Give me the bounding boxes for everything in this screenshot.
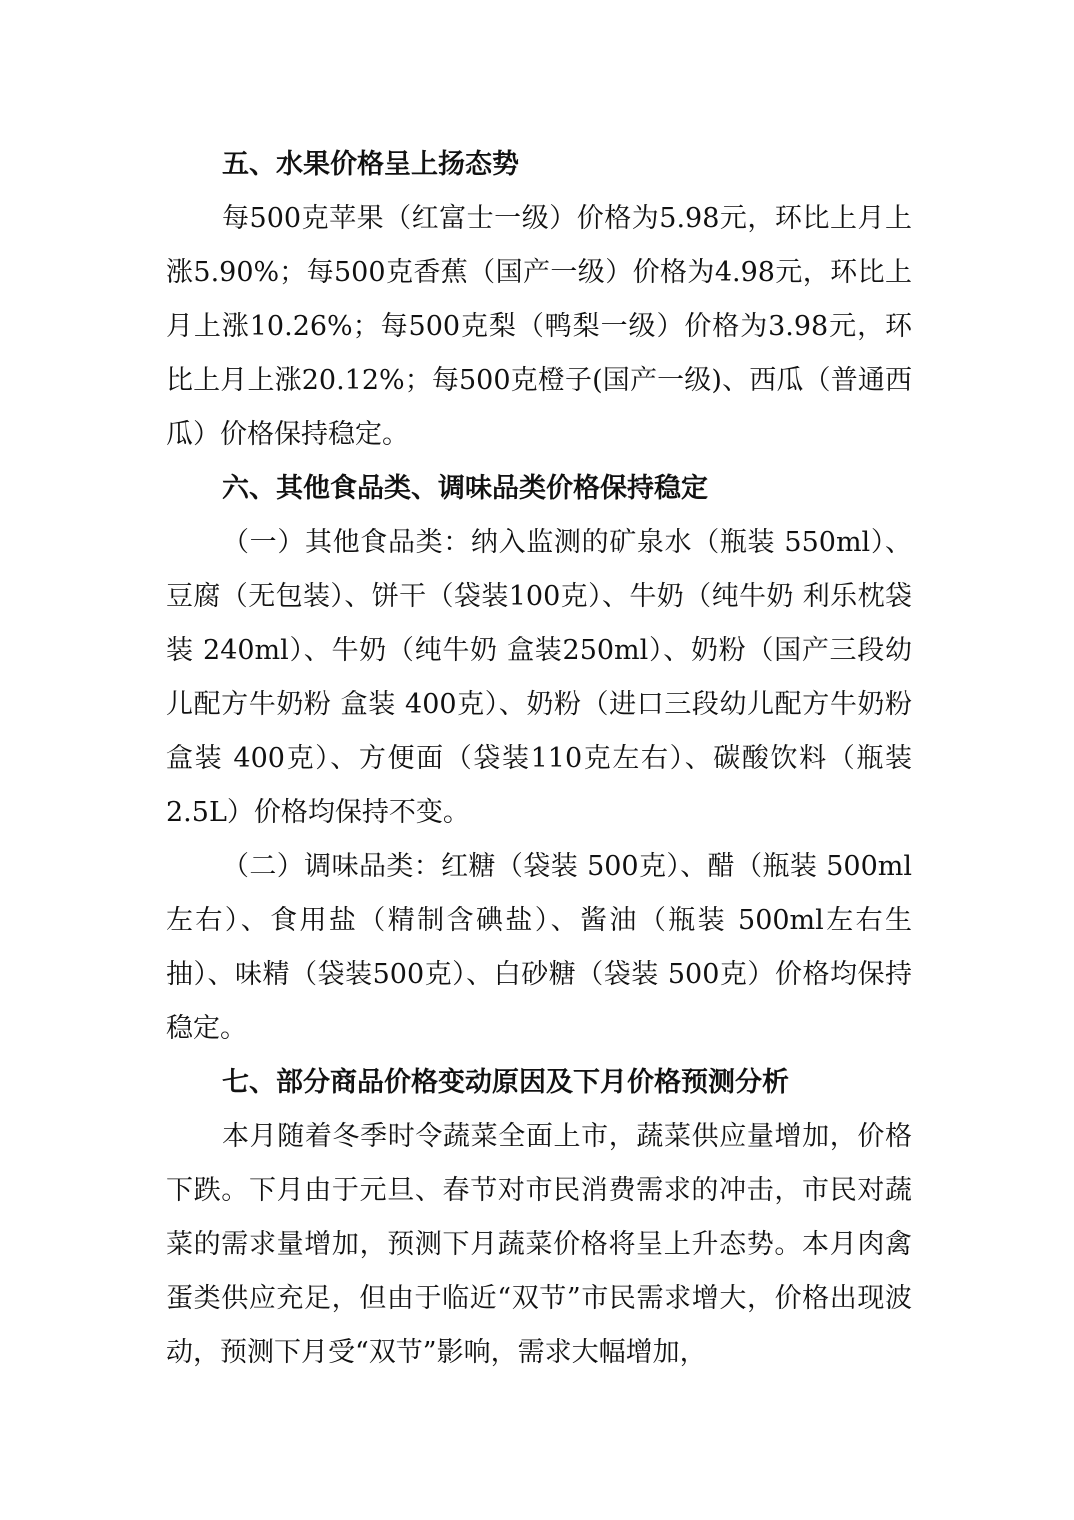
section-7-body: 本月随着冬季时令蔬菜全面上市，蔬菜供应量增加，价格下跌。下月由于元旦、春节对市民消费需求的冲击，市民对蔬菜的需求量增加，预测下月蔬菜价格将呈上升态势。本月肉禽蛋类供应充足，但由于临近“双节”市民需求增大，价格出现波动，预测下月受“双节”影响，需求大幅增加，: [166, 1121, 912, 1368]
document-page: [166, 138, 912, 1380]
section-6-sub1: [166, 516, 912, 840]
section-6-sub2: [166, 840, 912, 1056]
section-6-sub2-body: 红糖（袋装 500克）、醋（瓶装 500ml左右）、食用盐（精制含碘盐）、酱油（瓶装 500ml左右生抽）、味精（袋装500克）、白砂糖（袋装 500克）价格均保持稳定。: [166, 851, 912, 1044]
section-5-heading: 五、水果价格呈上扬态势: [222, 149, 519, 180]
section-5-body: 每500克苹果（红富士一级）价格为5.98元，环比上月上涨5.90%；每500克香蕉（国产一级）价格为4.98元，环比上月上涨10.26%；每500克梨（鸭梨一级）价格为3.98元，环比上月上涨20.12%；每500克橙子(国产一级)、西瓜（普通西瓜）价格保持稳定。: [166, 203, 912, 450]
section-7-heading: 七、部分商品价格变动原因及下月价格预测分析: [222, 1067, 789, 1098]
section-6-sub2-label: （二）调味品类：: [222, 851, 442, 882]
section-6-heading: 六、其他食品类、调味品类价格保持稳定: [222, 473, 708, 504]
section-6-sub1-label: （一）其他食品类：: [222, 527, 471, 558]
section-6-sub1-body: 纳入监测的矿泉水（瓶装 550ml）、豆腐（无包装）、饼干（袋装100克）、牛奶（纯牛奶 利乐枕袋装 240ml）、牛奶（纯牛奶 盒装250ml）、奶粉（国产三段幼儿配方牛奶粉 盒装 400克）、奶粉（进口三段幼儿配方牛奶粉 盒装 400克）、方便面（袋装110克左右）、碳酸饮料（瓶装 2.5L）价格均保持不变。: [166, 527, 913, 828]
